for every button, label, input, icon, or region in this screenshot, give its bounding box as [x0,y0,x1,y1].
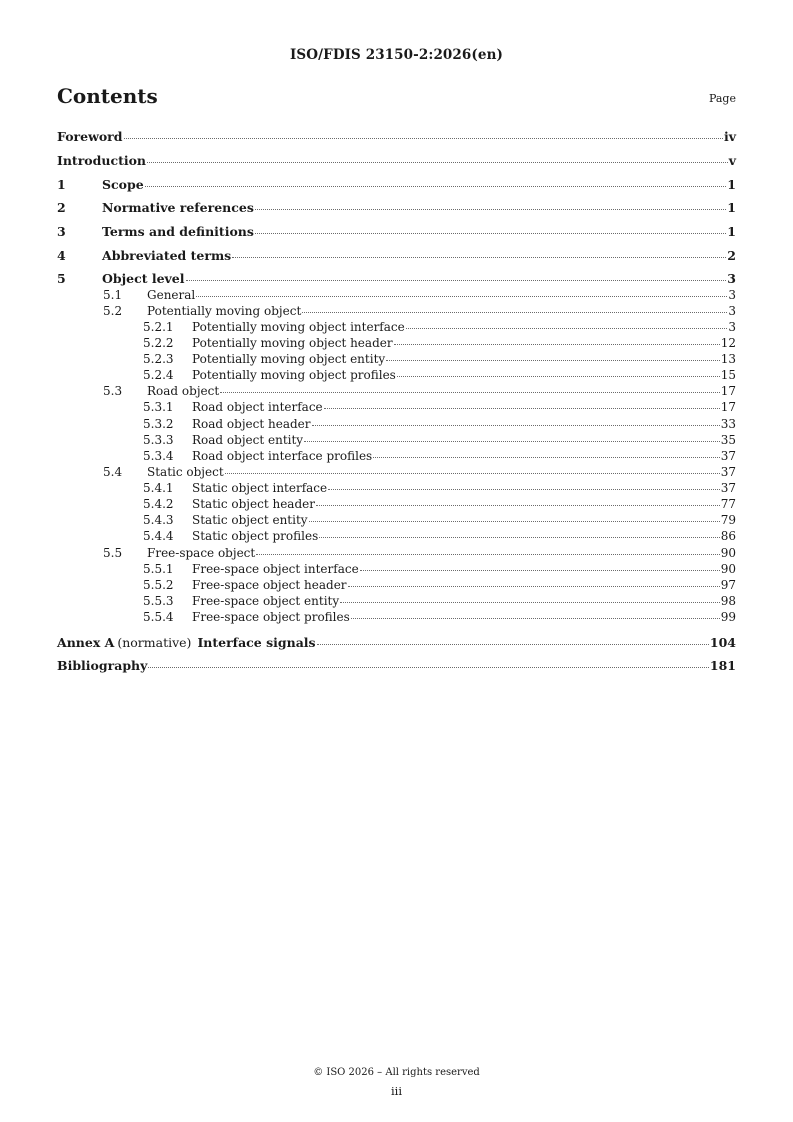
toc-entry-5-4[interactable] [103,465,736,479]
toc-entry-5-1[interactable] [103,288,736,302]
dot-leader [348,586,720,587]
toc-entry-5-2[interactable] [103,304,736,318]
toc-entry-5-5-1[interactable] [143,562,736,576]
toc-entry-title: Potentially moving object [147,304,302,318]
toc-entry-title: Static object entity [192,513,308,527]
toc-entry-page: 3 [728,288,736,302]
toc-entry-4[interactable] [57,248,736,263]
toc-entry-number: 1 [57,177,66,192]
dot-leader [373,457,720,458]
toc-entry-5-4-2[interactable] [143,497,736,511]
toc-entry-number: 5.3.4 [143,449,174,463]
toc-entry-number: 5.1 [103,288,123,302]
toc-entry-page: 3 [727,271,736,286]
contents-title: Contents [57,84,158,108]
dot-leader [256,554,719,555]
toc-entry-title: Static object interface [192,481,328,495]
dot-leader [255,209,726,210]
toc-entry-5-5-3[interactable] [143,594,736,608]
toc-entry-page: 99 [720,610,736,624]
toc-entry-5-4-4[interactable] [143,529,736,543]
toc-entry-title: Terms and definitions [102,224,254,239]
dot-leader [148,667,709,668]
toc-entry-5-2-4[interactable] [143,368,736,382]
toc-entry-title: Interface signals [197,635,316,650]
toc-entry-page: 17 [720,384,736,398]
toc-entry-page: 104 [709,635,736,650]
toc-entry-number: 5.4.3 [143,513,174,527]
dot-leader [312,425,720,426]
toc-entry-5[interactable] [57,271,736,286]
toc-entry-title: Free-space object profiles [192,610,350,624]
toc-entry-title: Object level [102,271,185,286]
toc-entry-title: Static object profiles [192,529,319,543]
toc-entry-number: 5.5.1 [143,562,174,576]
toc-entry-page: 90 [720,546,736,560]
toc-entry-page: 12 [720,336,736,350]
toc-entry-title: General [147,288,196,302]
dot-leader [147,162,728,163]
toc-entry-3[interactable] [57,224,736,239]
toc-entry-title: Road object header [192,417,311,431]
toc-entry-page: 1 [727,200,736,215]
toc-entry-page: 79 [720,513,736,527]
toc-entry-page: v [728,153,736,168]
dot-leader [316,505,720,506]
toc-entry-number: 5.3.1 [143,400,174,414]
toc-entry-number: 5.4.2 [143,497,174,511]
toc-entry-number: 5.2.4 [143,368,174,382]
dot-leader [124,138,723,139]
toc-entry-annex-a[interactable] [57,635,736,650]
toc-entry-5-2-2[interactable] [143,336,736,350]
toc-entry-page: 37 [720,481,736,495]
dot-leader [302,312,727,313]
toc-entry-page: 98 [720,594,736,608]
toc-entry-5-4-3[interactable] [143,513,736,527]
dot-leader [255,233,726,234]
toc-entry-number: 2 [57,200,66,215]
toc-entry-page: 37 [720,465,736,479]
toc-entry-title: Bibliography [57,658,148,673]
toc-entry-title: Introduction [57,153,147,168]
toc-entry-page: 13 [720,352,736,366]
toc-entry-number: 5.5.4 [143,610,174,624]
dot-leader [145,186,727,187]
dot-leader [406,328,728,329]
toc-entry-5-5-4[interactable] [143,610,736,624]
toc-entry-title: Scope [102,177,144,192]
toc-entry-introduction[interactable] [57,153,736,168]
dot-leader [394,344,720,345]
toc-entry-page: 17 [720,400,736,414]
toc-entry-page: 77 [720,497,736,511]
toc-entry-title: Potentially moving object entity [192,352,386,366]
toc-entry-title: Free-space object entity [192,594,340,608]
toc-entry-title: Free-space object [147,546,256,560]
toc-entry-5-3-3[interactable] [143,433,736,447]
dot-leader [340,602,720,603]
dot-leader [186,280,727,281]
toc-entry-page: 86 [720,529,736,543]
toc-entry-2[interactable] [57,200,736,215]
toc-entry-number: 5 [57,271,66,286]
toc-entry-title: Potentially moving object header [192,336,393,350]
toc-entry-5-3-4[interactable] [143,449,736,463]
toc-entry-number: 5.3.3 [143,433,174,447]
toc-entry-page: 2 [727,248,736,263]
toc-entry-number: 5.5 [103,546,123,560]
toc-entry-number: 5.2.1 [143,320,174,334]
toc-entry-page: 97 [720,578,736,592]
toc-entry-number: 5.5.2 [143,578,174,592]
dot-leader [397,376,720,377]
toc-entry-title: Free-space object interface [192,562,359,576]
page-number: iii [390,1084,403,1098]
document-id-header: ISO/FDIS 23150-2:2026(en) [289,47,503,63]
toc-entry-number: 5.2 [103,304,123,318]
toc-entry-page: 3 [728,320,736,334]
dot-leader [328,489,720,490]
toc-entry-number: 3 [57,224,66,239]
toc-entry-5-3-1[interactable] [143,400,736,414]
toc-entry-number: 5.5.3 [143,594,174,608]
toc-entry-number: 5.2.3 [143,352,174,366]
dot-leader [324,408,720,409]
toc-entry-title: Abbreviated terms [102,248,232,263]
toc-entry-page: 35 [720,433,736,447]
dot-leader [232,257,726,258]
toc-entry-number: 5.2.2 [143,336,174,350]
toc-entry-page: 37 [720,449,736,463]
toc-entry-5-2-1[interactable] [143,320,736,334]
dot-leader [360,570,720,571]
toc-entry-page: 33 [720,417,736,431]
dot-leader [196,296,727,297]
toc-entry-number: 5.4.4 [143,529,174,543]
toc-entry-page: iv [723,129,736,144]
dot-leader [304,441,720,442]
toc-entry-foreword[interactable] [57,129,736,144]
toc-entry-number: 5.3.2 [143,417,174,431]
toc-entry-5-4-1[interactable] [143,481,736,495]
toc-entry-5-3-2[interactable] [143,417,736,431]
annex-label: Annex A [57,635,115,650]
toc-entry-5-5-2[interactable] [143,578,736,592]
toc-entry-page: 3 [728,304,736,318]
toc-entry-page: 181 [709,658,736,673]
toc-entry-title: Free-space object header [192,578,347,592]
toc-entry-title: Static object [147,465,224,479]
annex-normative-tag: (normative) [117,635,192,650]
page-column-label: Page [708,92,736,105]
toc-entry-1[interactable] [57,177,736,192]
toc-entry-number: 5.4.1 [143,481,174,495]
toc-entry-page: 90 [720,562,736,576]
dot-leader [317,644,709,645]
toc-entry-5-5[interactable] [103,546,736,560]
toc-entry-page: 1 [727,177,736,192]
toc-entry-title: Normative references [102,200,254,215]
toc-entry-page: 1 [727,224,736,239]
toc-entry-title: Road object interface [192,400,323,414]
dot-leader [220,392,720,393]
toc-entry-title: Potentially moving object interface [192,320,405,334]
toc-entry-bibliography[interactable] [57,658,736,673]
toc-entry-number: 5.4 [103,465,123,479]
toc-entry-5-2-3[interactable] [143,352,736,366]
toc-entry-number: 5.3 [103,384,123,398]
dot-leader [319,537,719,538]
dot-leader [309,521,720,522]
toc-entry-5-3[interactable] [103,384,736,398]
toc-entry-title: Road object [147,384,220,398]
toc-entry-page: 15 [720,368,736,382]
dot-leader [386,360,720,361]
toc-entry-number: 4 [57,248,66,263]
toc-entry-title: Road object interface profiles [192,449,373,463]
toc-entry-title: Potentially moving object profiles [192,368,396,382]
toc-entry-title: Static object header [192,497,315,511]
toc-entry-title: Road object entity [192,433,304,447]
toc-entry-title: Foreword [57,129,123,144]
dot-leader [225,473,720,474]
copyright-notice: © ISO 2026 – All rights reserved [313,1067,480,1078]
dot-leader [351,618,720,619]
